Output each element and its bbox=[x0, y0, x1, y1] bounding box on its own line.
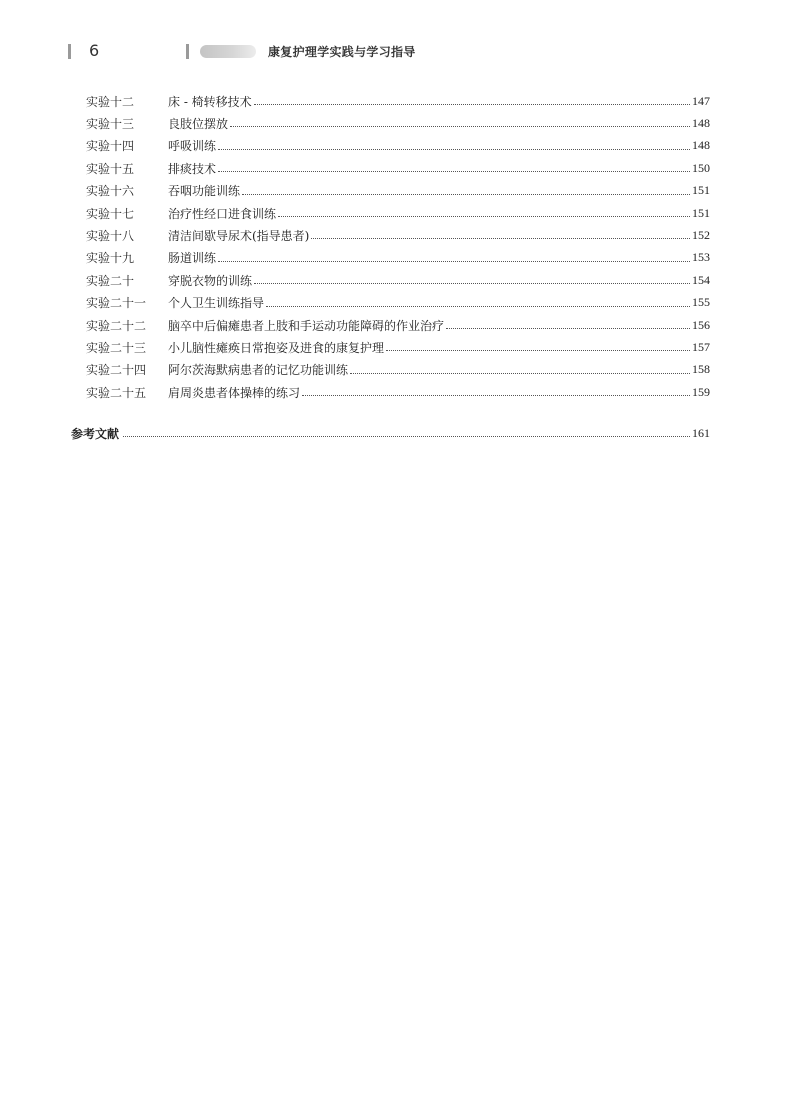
toc-entry[interactable] bbox=[86, 158, 710, 178]
toc-entry-number: 实验十七 bbox=[86, 206, 135, 221]
toc-entry-number: 实验十三 bbox=[86, 116, 135, 131]
toc-entry-page: 151 bbox=[692, 183, 710, 198]
toc-entry[interactable] bbox=[86, 225, 710, 245]
toc-entry-page: 155 bbox=[692, 295, 710, 310]
toc-entry-title: 穿脱衣物的训练 bbox=[168, 273, 253, 288]
dot-leader bbox=[242, 193, 690, 195]
toc-entry-number: 实验二十五 bbox=[86, 385, 147, 400]
toc-entry[interactable] bbox=[86, 91, 710, 111]
toc-entry-title: 床 - 椅转移技术 bbox=[168, 94, 252, 109]
toc-entry-title: 肠道训练 bbox=[168, 251, 217, 266]
toc-entry[interactable] bbox=[86, 337, 710, 357]
dot-leader bbox=[266, 305, 690, 307]
toc-entry-title: 个人卫生训练指导 bbox=[168, 296, 265, 311]
toc-entry-title: 治疗性经口进食训练 bbox=[168, 206, 277, 221]
toc-entry-number: 实验二十四 bbox=[86, 363, 147, 378]
toc-entry[interactable] bbox=[86, 203, 710, 223]
toc-entry-page: 148 bbox=[692, 138, 710, 153]
toc-entry-title: 排痰技术 bbox=[168, 161, 217, 176]
toc-entry-title: 吞咽功能训练 bbox=[168, 184, 241, 199]
toc-entry-number: 实验十二 bbox=[86, 94, 135, 109]
toc-entry-page: 159 bbox=[692, 384, 710, 399]
dot-leader bbox=[302, 394, 690, 396]
running-header bbox=[68, 40, 568, 64]
toc-entry-number: 实验二十三 bbox=[86, 340, 147, 355]
dot-leader bbox=[278, 215, 690, 217]
book-title: 康复护理学实践与学习指导 bbox=[268, 45, 416, 59]
header-pill-decoration bbox=[200, 45, 256, 58]
toc-entry-page: 147 bbox=[692, 93, 710, 108]
toc-entry-page: 158 bbox=[692, 362, 710, 377]
toc-entry[interactable] bbox=[86, 113, 710, 133]
dot-leader bbox=[218, 148, 690, 150]
toc-entry[interactable] bbox=[86, 181, 710, 201]
dot-leader bbox=[230, 125, 690, 127]
toc-entry-title: 脑卒中后偏瘫患者上肢和手运动功能障碍的作业治疗 bbox=[168, 318, 445, 333]
dot-leader bbox=[386, 349, 690, 351]
header-bar-left bbox=[68, 44, 71, 59]
toc-entry[interactable] bbox=[86, 360, 710, 380]
toc-entry-title: 小儿脑性瘫痪日常抱姿及进食的康复护理 bbox=[168, 340, 385, 355]
dot-leader bbox=[254, 282, 690, 284]
toc-entry-page: 156 bbox=[692, 317, 710, 332]
toc-references[interactable] bbox=[71, 423, 710, 443]
toc-entry[interactable] bbox=[86, 136, 710, 156]
toc-entry-page: 148 bbox=[692, 115, 710, 130]
toc-entry-title: 肩周炎患者体操棒的练习 bbox=[168, 385, 301, 400]
toc-entry-page: 152 bbox=[692, 227, 710, 242]
dot-leader bbox=[123, 435, 690, 437]
toc-entry[interactable] bbox=[86, 270, 710, 290]
dot-leader bbox=[446, 327, 690, 329]
toc-entry-number: 实验二十 bbox=[86, 273, 135, 288]
dot-leader bbox=[311, 237, 690, 239]
dot-leader bbox=[254, 103, 690, 105]
toc-entry-number: 实验十五 bbox=[86, 161, 135, 176]
toc-entry-number: 实验二十一 bbox=[86, 296, 147, 311]
toc-entry[interactable] bbox=[86, 382, 710, 402]
toc-entry[interactable] bbox=[86, 293, 710, 313]
toc-entry-title: 良肢位摆放 bbox=[168, 116, 229, 131]
toc-entry-page: 154 bbox=[692, 272, 710, 287]
toc-entry-number: 实验二十二 bbox=[86, 318, 147, 333]
toc-entry-page: 150 bbox=[692, 160, 710, 175]
dot-leader bbox=[350, 372, 690, 374]
toc-entry-page: 157 bbox=[692, 339, 710, 354]
toc-entry-title: 呼吸训练 bbox=[168, 139, 217, 154]
toc-entry-page: 153 bbox=[692, 250, 710, 265]
toc-entry[interactable] bbox=[86, 248, 710, 268]
toc-entry-number: 实验十六 bbox=[86, 184, 135, 199]
toc-entry-title: 清洁间歇导尿术(指导患者) bbox=[168, 228, 310, 243]
references-page: 161 bbox=[692, 425, 710, 440]
toc-entry-page: 151 bbox=[692, 205, 710, 220]
header-bar-divider bbox=[186, 44, 189, 59]
toc-entry-number: 实验十九 bbox=[86, 251, 135, 266]
toc-entry-number: 实验十四 bbox=[86, 139, 135, 154]
toc-entry-title: 阿尔茨海默病患者的记忆功能训练 bbox=[168, 363, 349, 378]
dot-leader bbox=[218, 170, 690, 172]
toc-entry-number: 实验十八 bbox=[86, 228, 135, 243]
toc-entry[interactable] bbox=[86, 315, 710, 335]
page-number: 6 bbox=[89, 41, 100, 60]
dot-leader bbox=[218, 260, 690, 262]
references-title: 参考文献 bbox=[71, 426, 120, 441]
